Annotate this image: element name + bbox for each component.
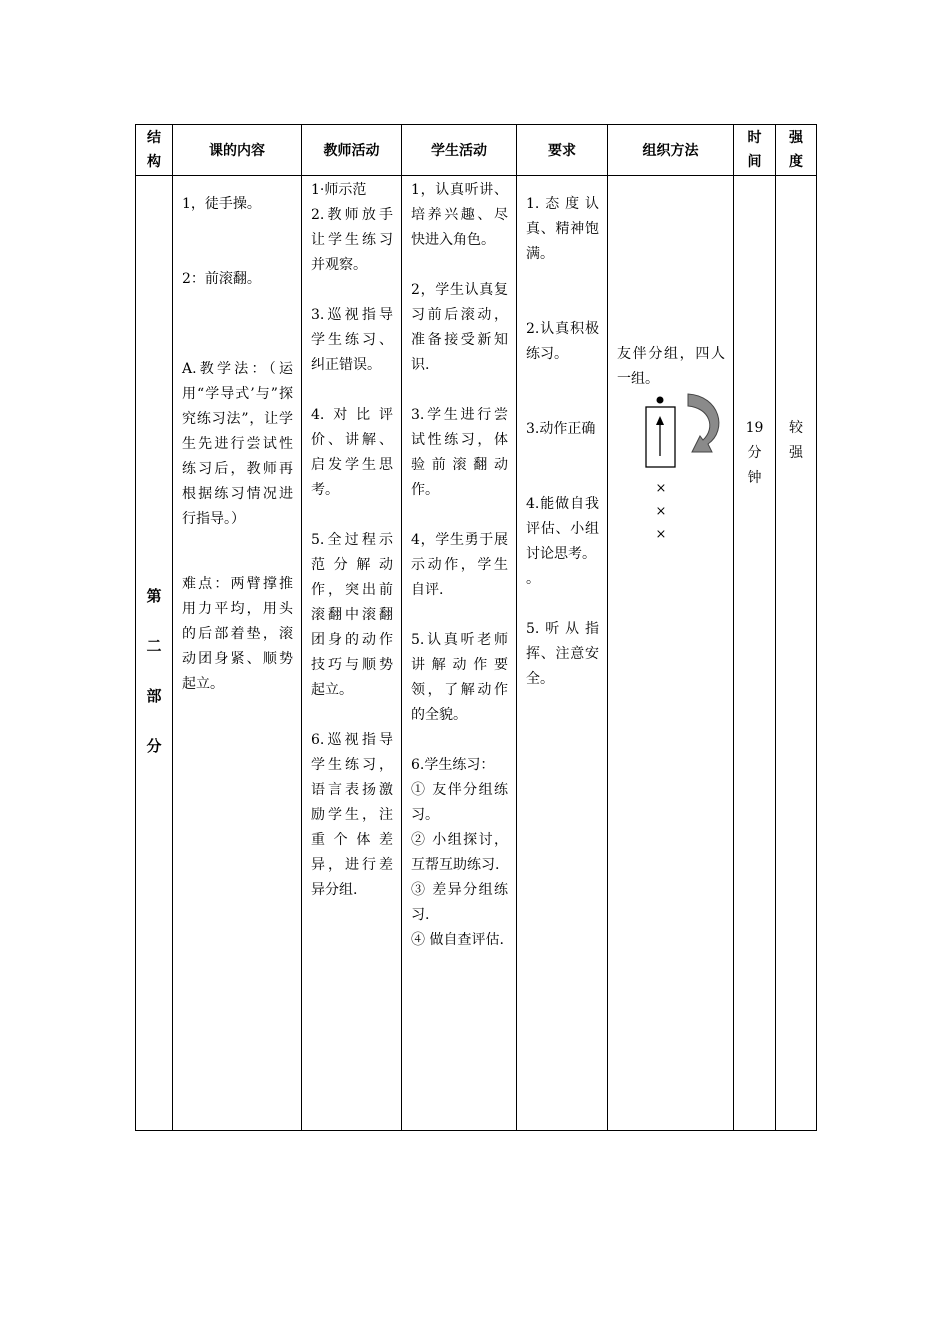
teacher-item: 3.巡视指导学生练习、纠正错误。 (311, 307, 393, 373)
student-marks (608, 477, 714, 546)
requirement-cell (517, 176, 608, 1131)
header-teacher: 教师活动 (302, 125, 402, 176)
requirement-item: 。 (526, 571, 540, 587)
student-mark: × (655, 504, 667, 519)
time-unit: 钟 (747, 470, 762, 486)
time-unit: 分 (747, 445, 762, 461)
student-item: 4，学生勇于展示动作，学生自评. (411, 532, 508, 598)
header-student: 学生活动 (402, 125, 517, 176)
organization-cell (608, 176, 734, 1131)
student-item: ③ 差异分组练习. (411, 882, 508, 923)
header-organization: 组织方法 (608, 125, 734, 176)
student-item: 1，认真听讲、培养兴趣、尽快进入角色。 (411, 182, 508, 248)
content-difficulty: 难点：两臂撑推用力平均，用头的后部着垫，滚动团身紧、顺势起立。 (182, 576, 293, 692)
teacher-cell (302, 176, 402, 1131)
teacher-item: 5.全过程示范分解动作，突出前滚翻中滚翻团身的动作技巧与顺势起立。 (311, 532, 393, 698)
student-item: 5.认真听老师讲解动作要领，了解动作的全貌。 (411, 632, 508, 723)
header-time: 时 间 (734, 125, 776, 176)
header-content: 课的内容 (173, 125, 302, 176)
section-label: 第 二 部 分 (136, 176, 173, 1131)
content-item-1: 1，徒手操。 (182, 196, 261, 212)
intensity-text: 强 (789, 445, 803, 461)
header-intensity: 强 度 (776, 125, 817, 176)
teacher-item: 4.对比评价、讲解、启发学生思考。 (311, 407, 393, 498)
student-cell (402, 176, 517, 1131)
rotation-arrow-icon (688, 394, 719, 452)
formation-diagram (608, 392, 733, 542)
section-row (136, 176, 817, 1131)
time-value: 19 (745, 420, 764, 436)
teacher-marker-icon (657, 397, 664, 404)
requirement-item: 3.动作正确 (526, 421, 596, 437)
student-item: 6.学生练习： (411, 757, 495, 773)
requirement-item: 2.认真积极练习。 (526, 321, 599, 362)
content-cell (173, 176, 302, 1131)
header-requirement: 要求 (517, 125, 608, 176)
intensity-text: 较 (789, 420, 803, 436)
intensity-cell (776, 176, 817, 1131)
student-item: ④ 做自查评估. (411, 932, 504, 948)
organization-text: 友伴分组，四人一组。 (617, 346, 725, 387)
teacher-item: 6.巡视指导学生练习，语言表扬激励学生，注重个体差异，进行差异分组. (311, 732, 393, 898)
requirement-item: 4.能做自我评估、小组讨论思考。 (526, 496, 599, 562)
student-mark: × (655, 527, 667, 542)
student-mark: × (655, 481, 667, 496)
teacher-item: 2.教师放手让学生练习并观察。 (311, 207, 393, 273)
header-row (136, 125, 817, 176)
arrow-up-icon (656, 416, 664, 425)
content-item-2: 2：前滚翻。 (182, 271, 261, 287)
student-item: ① 友伴分组练习。 (411, 782, 508, 823)
requirement-item: 1.态度认真、精神饱满。 (526, 196, 599, 262)
requirement-item: 5.听从指挥、注意安全。 (526, 621, 599, 687)
teacher-item: 1·师示范 (311, 182, 367, 198)
time-cell (734, 176, 776, 1131)
lesson-plan-table (135, 124, 817, 1131)
student-item: 2，学生认真复习前后滚动，准备接受新知识. (411, 282, 508, 373)
header-structure: 结 构 (136, 125, 173, 176)
content-method: A.教学法：（运用“学导式’与”探究练习法”，让学生先进行尝试性练习后，教师再根据练习情况进行指导。） (182, 361, 293, 527)
student-item: ② 小组探讨，互帮互助练习. (411, 832, 508, 873)
student-item: 3.学生进行尝试性练习，体验前滚翻动作。 (411, 407, 508, 498)
